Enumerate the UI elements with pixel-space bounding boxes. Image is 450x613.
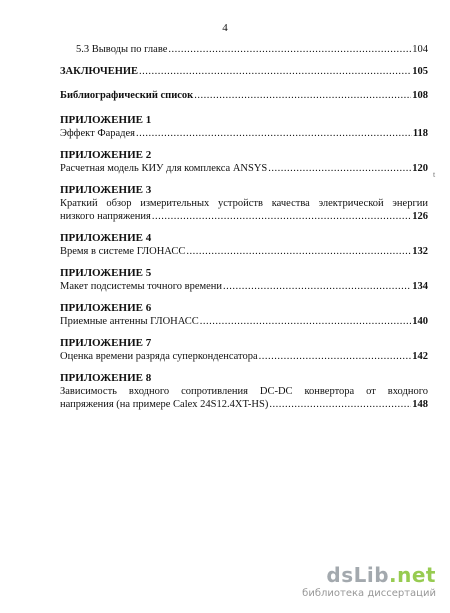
appendix-title: ПРИЛОЖЕНИЕ 7 [60,337,152,349]
watermark [302,563,436,599]
toc-entry-appendix-1 [60,127,428,140]
toc-entry-5-3 [60,43,428,56]
dot-leader [223,280,411,293]
page-number: 4 [222,22,228,34]
toc-entry-label: Макет подсистемы точного времени [60,281,223,292]
toc-page-number: 126 [412,211,428,222]
toc-page-number: 120 [412,163,428,174]
dot-leader [168,43,411,56]
dot-leader [194,89,411,102]
dot-leader [268,162,411,175]
dot-leader [136,127,412,140]
watermark-subtitle: библиотека диссертаций [302,588,436,599]
toc-page-number: 118 [412,128,428,139]
table-of-contents [60,43,428,411]
toc-entry-label: Оценка времени разряда суперконденсатора [60,351,258,362]
toc-entry-appendix-6 [60,315,428,328]
toc-entry-label: ЗАКЛЮЧЕНИЕ [60,66,139,77]
toc-entry-label: 5.3 Выводы по главе [76,44,168,55]
toc-entry-label: Расчетная модель КИУ для комплекса ANSYS [60,163,268,174]
dot-leader [139,65,411,78]
watermark-logo [302,563,436,587]
appendix-4 [60,232,428,258]
toc-entry-appendix-5 [60,280,428,293]
appendix-8 [60,372,428,411]
dot-leader [200,315,411,328]
appendix-1 [60,114,428,140]
watermark-logo-accent: .net [389,563,436,587]
appendix-title: ПРИЛОЖЕНИЕ 3 [60,184,152,196]
toc-entry-conclusion [60,65,428,78]
toc-entry-label: Библиографический список [60,90,194,101]
toc-entry-appendix-4 [60,245,428,258]
dot-leader [152,210,411,223]
toc-page-number: 105 [412,66,428,77]
toc-entry-label: Эффект Фарадея [60,128,136,139]
toc-entry-label: Время в системе ГЛОНАСС [60,246,186,257]
dot-leader [269,398,411,411]
toc-entry-appendix-7 [60,350,428,363]
dot-leader [259,350,412,363]
toc-entry-appendix-3 [60,210,428,223]
toc-page-number: 140 [412,316,428,327]
appendix-title: ПРИЛОЖЕНИЕ 2 [60,149,152,161]
appendix-3 [60,184,428,223]
toc-entry-appendix-8 [60,398,428,411]
dot-leader [186,245,411,258]
margin-mark: t [433,170,436,179]
toc-page-number: 134 [412,281,428,292]
appendix-description: Зависимость входного сопротивления DC-DC конвертора от входного [60,386,428,397]
appendix-title: ПРИЛОЖЕНИЕ 1 [60,114,152,126]
appendix-description: Краткий обзор измерительных устройств качества электрической энергии [60,198,428,209]
toc-page-number: 104 [412,44,428,55]
appendix-title: ПРИЛОЖЕНИЕ 5 [60,267,152,279]
toc-page-number: 148 [412,399,428,410]
toc-entry-label: Приемные антенны ГЛОНАСС [60,316,199,327]
appendix-6 [60,302,428,328]
appendix-title: ПРИЛОЖЕНИЕ 4 [60,232,152,244]
watermark-logo-main: dsLib [326,563,390,587]
appendix-title: ПРИЛОЖЕНИЕ 8 [60,372,152,384]
toc-entry-label: напряжения (на примере Calex 24S12.4XT-HS) [60,399,269,410]
toc-entry-bibliography [60,89,428,102]
appendix-2 [60,149,428,175]
toc-entry-label: низкого напряжения [60,211,151,222]
toc-entry-appendix-2 [60,162,428,175]
toc-page-number: 132 [412,246,428,257]
appendix-7 [60,337,428,363]
toc-page-number: 108 [412,90,428,101]
appendix-5 [60,267,428,293]
toc-page-number: 142 [412,351,428,362]
appendix-title: ПРИЛОЖЕНИЕ 6 [60,302,152,314]
